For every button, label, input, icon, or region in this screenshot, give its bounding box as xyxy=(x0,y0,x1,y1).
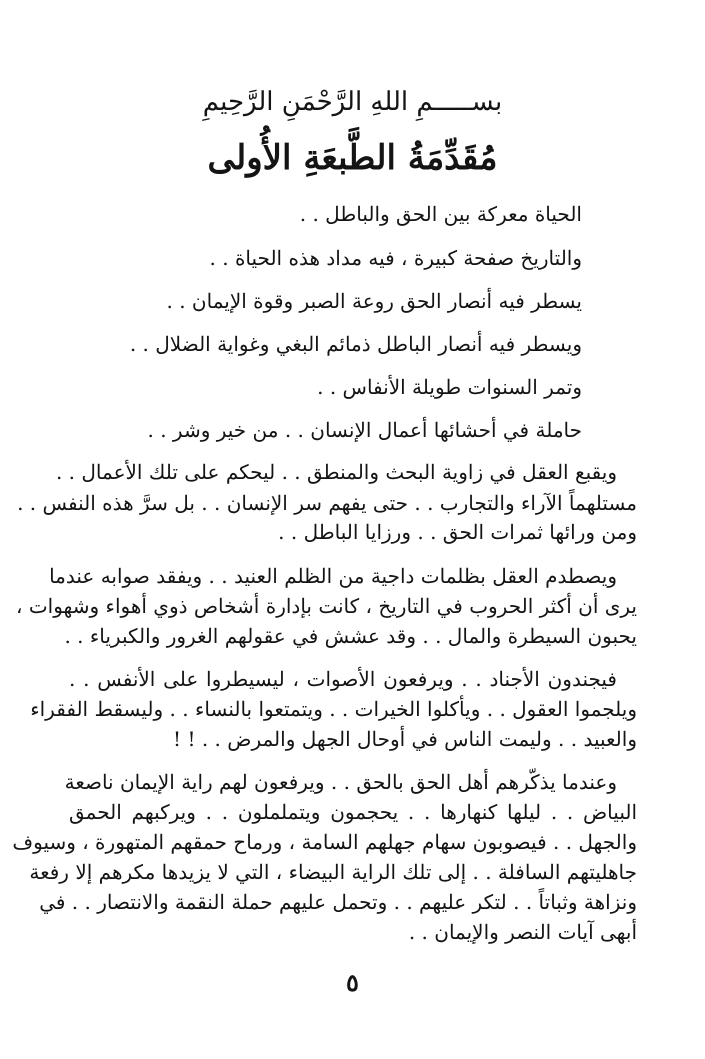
text-line: فيجندون الأجناد . . ويرفعون الأصوات ، ليسيطروا على الأنفس . . xyxy=(69,667,617,691)
text-line: والتاريخ صفحة كبيرة ، فيه مداد هذه الحياة . . xyxy=(209,246,582,270)
text-line: والعبيد . . وليمت الناس في أوحال الجهل والمرض . . ! ! xyxy=(173,727,637,751)
text-line: والجهل . . فيصوبون سهام جهلهم السامة ، ورماح حمقهم المتهورة ، وسيوف xyxy=(12,830,637,854)
text-line: ونزاهة وثباتاً . . لتكر عليهم . . وتحمل عليهم حملة النقمة والانتصار . . في xyxy=(39,890,637,914)
text-line: مستلهماً الآراء والتجارب . . حتى يفهم سر الإنسان . . بل سرَّ هذه النفس . . xyxy=(17,491,637,515)
page-title: مُقَدِّمَةُ الطَّبعَةِ الأُولى xyxy=(207,138,498,178)
text-line: البياض . . ليلها كنهارها . . يحجمون ويتململون . . ويركبهم الحمق xyxy=(69,800,637,824)
text-line: جاهليتهم السافلة . . إلى تلك الراية البيضاء ، التي لا يزيدها مكرهم إلا رفعة xyxy=(29,860,637,884)
text-line: وعندما يذكّرهم أهل الحق بالحق . . ويرفعون لهم راية الإيمان ناصعة xyxy=(64,770,617,794)
text-line: ويقبع العقل في زاوية البحث والمنطق . . ليحكم على تلك الأعمال . . xyxy=(55,460,617,484)
text-line: يرى أن أكثر الحروب في التاريخ ، كانت بإدارة أشخاص ذوي أهواء وشهوات ، xyxy=(16,594,637,618)
text-line: يسطر فيه أنصار الحق روعة الصبر وقوة الإيمان . . xyxy=(166,289,582,313)
text-line: ومن ورائها ثمرات الحق . . ورزايا الباطل . . xyxy=(278,520,637,544)
text-line: حاملة في أحشائها أعمال الإنسان . . من خير وشر . . xyxy=(147,418,582,442)
text-line: ويسطر فيه أنصار الباطل ذمائم البغي وغواية الضلال . . xyxy=(129,332,582,356)
text-line: الحياة معركة بين الحق والباطل . . xyxy=(299,202,582,226)
text-line: ويصطدم العقل بظلمات داجية من الظلم العنيد . . ويفقد صوابه عندما xyxy=(49,564,617,588)
page-number: ٥ xyxy=(346,968,359,997)
text-line: أبهى آيات النصر والإيمان . . xyxy=(408,920,637,944)
text-line: وتمر السنوات طويلة الأنفاس . . xyxy=(317,375,582,399)
basmala-heading: بســـــمِ اللهِ الرَّحْمَنِ الرَّحِيمِ xyxy=(202,87,503,117)
text-line: ويلجموا العقول . . ويأكلوا الخيرات . . ويتمتعوا بالنساء . . وليسقط الفقراء xyxy=(30,697,637,721)
text-line: يحبون السيطرة والمال . . وقد عشش في عقولهم الغرور والكبرياء . . xyxy=(64,624,637,648)
